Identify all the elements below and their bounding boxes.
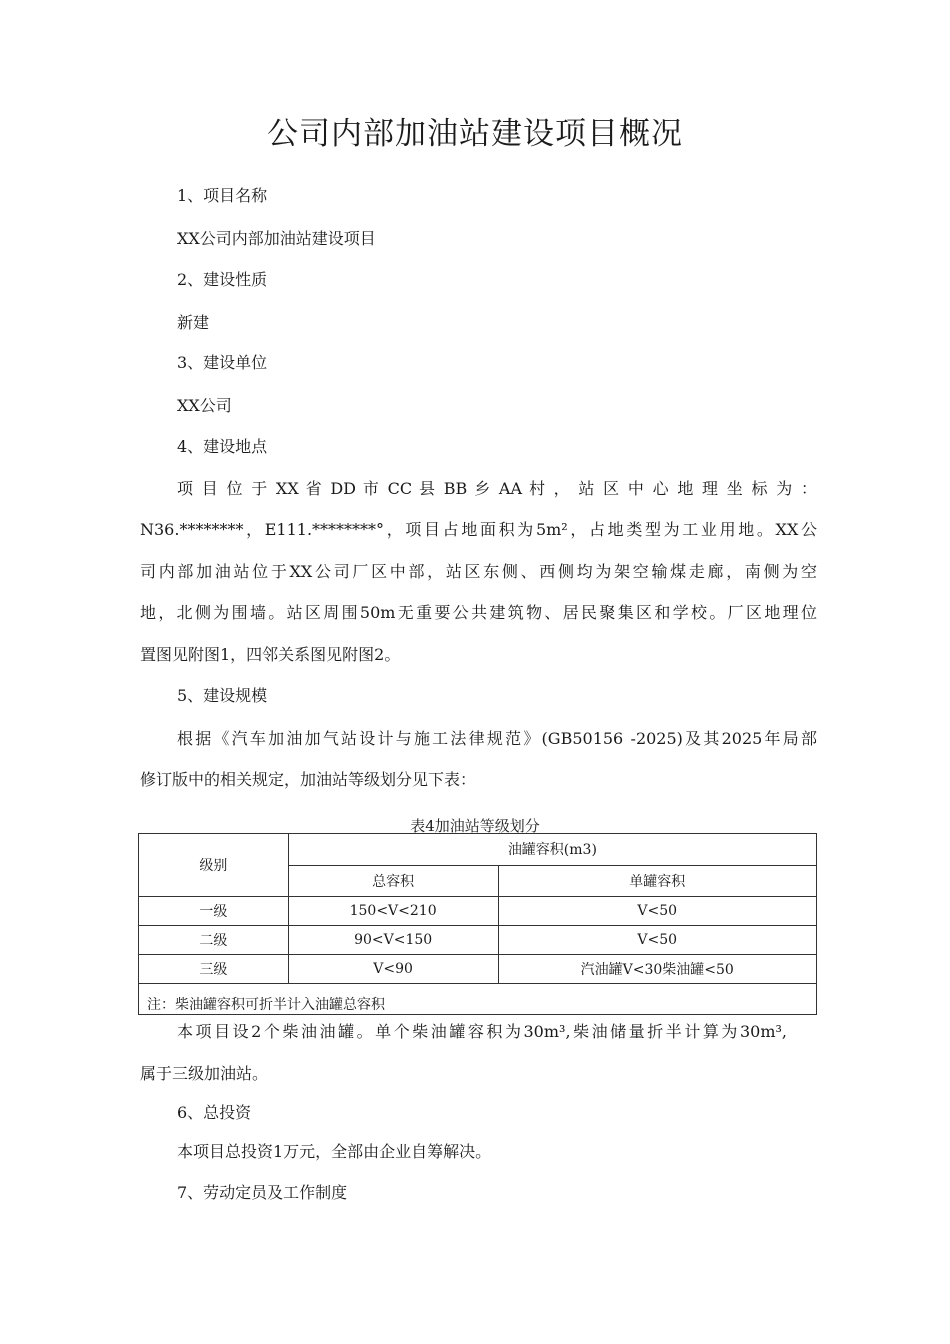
construction-unit: XX公司 — [177, 396, 232, 415]
cell-grade: 二级 — [139, 926, 289, 955]
cell-single: V<50 — [498, 897, 817, 926]
header-total: 总容积 — [288, 865, 498, 897]
table-row — [139, 897, 817, 926]
section-heading-7: 7、劳动定员及工作制度 — [177, 1183, 348, 1202]
cell-total: 150<V<210 — [288, 897, 498, 926]
cell-total: 90<V<150 — [288, 926, 498, 955]
after-table-line-2: 属于三级加油站。 — [140, 1064, 269, 1083]
after-table-line-1: 本项目设2个柴油油罐。单个柴油罐容积为30m³,柴油储量折半计算为30m³, — [177, 1022, 787, 1041]
scale-line-2: 修订版中的相关规定，加油站等级划分见下表： — [140, 770, 477, 789]
location-line-1: 项 目 位 于 XX 省 DD 市 CC 县 BB 乡 AA 村 ， 站 区 中 心 地 理 坐 标 为 ： — [177, 479, 817, 498]
investment-text: 本项目总投资1万元，全部由企业自筹解决。 — [177, 1142, 492, 1161]
header-grade: 级别 — [139, 834, 289, 897]
section-heading-3: 3、建设单位 — [177, 353, 268, 372]
table-note: 注：柴油罐容积可折半计入油罐总容积 — [139, 984, 817, 1015]
location-line-3: 司内部加油站位于XX公司厂区中部，站区东侧、西侧均为架空输煤走廊，南侧为空 — [140, 562, 817, 581]
section-heading-2: 2、建设性质 — [177, 270, 268, 289]
cell-total: V<90 — [288, 955, 498, 984]
project-name: XX公司内部加油站建设项目 — [177, 229, 376, 248]
scale-line-1: 根据《汽车加油加气站设计与施工法律规范》(GB50156 -2025)及其2025年局部 — [177, 729, 817, 748]
page-title: 公司内部加油站建设项目概况 — [267, 116, 683, 152]
grade-table — [138, 833, 817, 1015]
section-heading-5: 5、建设规模 — [177, 686, 268, 705]
location-line-2: N36.********，E111.********°，项目占地面积为5m²，占地类型为工业用地。XX公 — [140, 520, 817, 539]
section-heading-4: 4、建设地点 — [177, 437, 268, 456]
table-caption: 表4加油站等级划分 — [410, 817, 540, 835]
table-row — [139, 955, 817, 984]
header-volume: 油罐容积(m3) — [288, 834, 816, 866]
header-single: 单罐容积 — [498, 865, 817, 897]
section-heading-1: 1、项目名称 — [177, 186, 268, 205]
table-row — [139, 926, 817, 955]
location-line-4: 地，北侧为围墙。站区周围50m无重要公共建筑物、居民聚集区和学校。厂区地理位 — [140, 603, 817, 622]
cell-grade: 一级 — [139, 897, 289, 926]
location-line-5: 置图见附图1，四邻关系图见附图2。 — [140, 645, 401, 664]
construction-nature: 新建 — [177, 313, 210, 332]
cell-single: V<50 — [498, 926, 817, 955]
cell-single: 汽油罐V<30柴油罐<50 — [498, 955, 817, 984]
cell-grade: 三级 — [139, 955, 289, 984]
section-heading-6: 6、总投资 — [177, 1103, 252, 1122]
